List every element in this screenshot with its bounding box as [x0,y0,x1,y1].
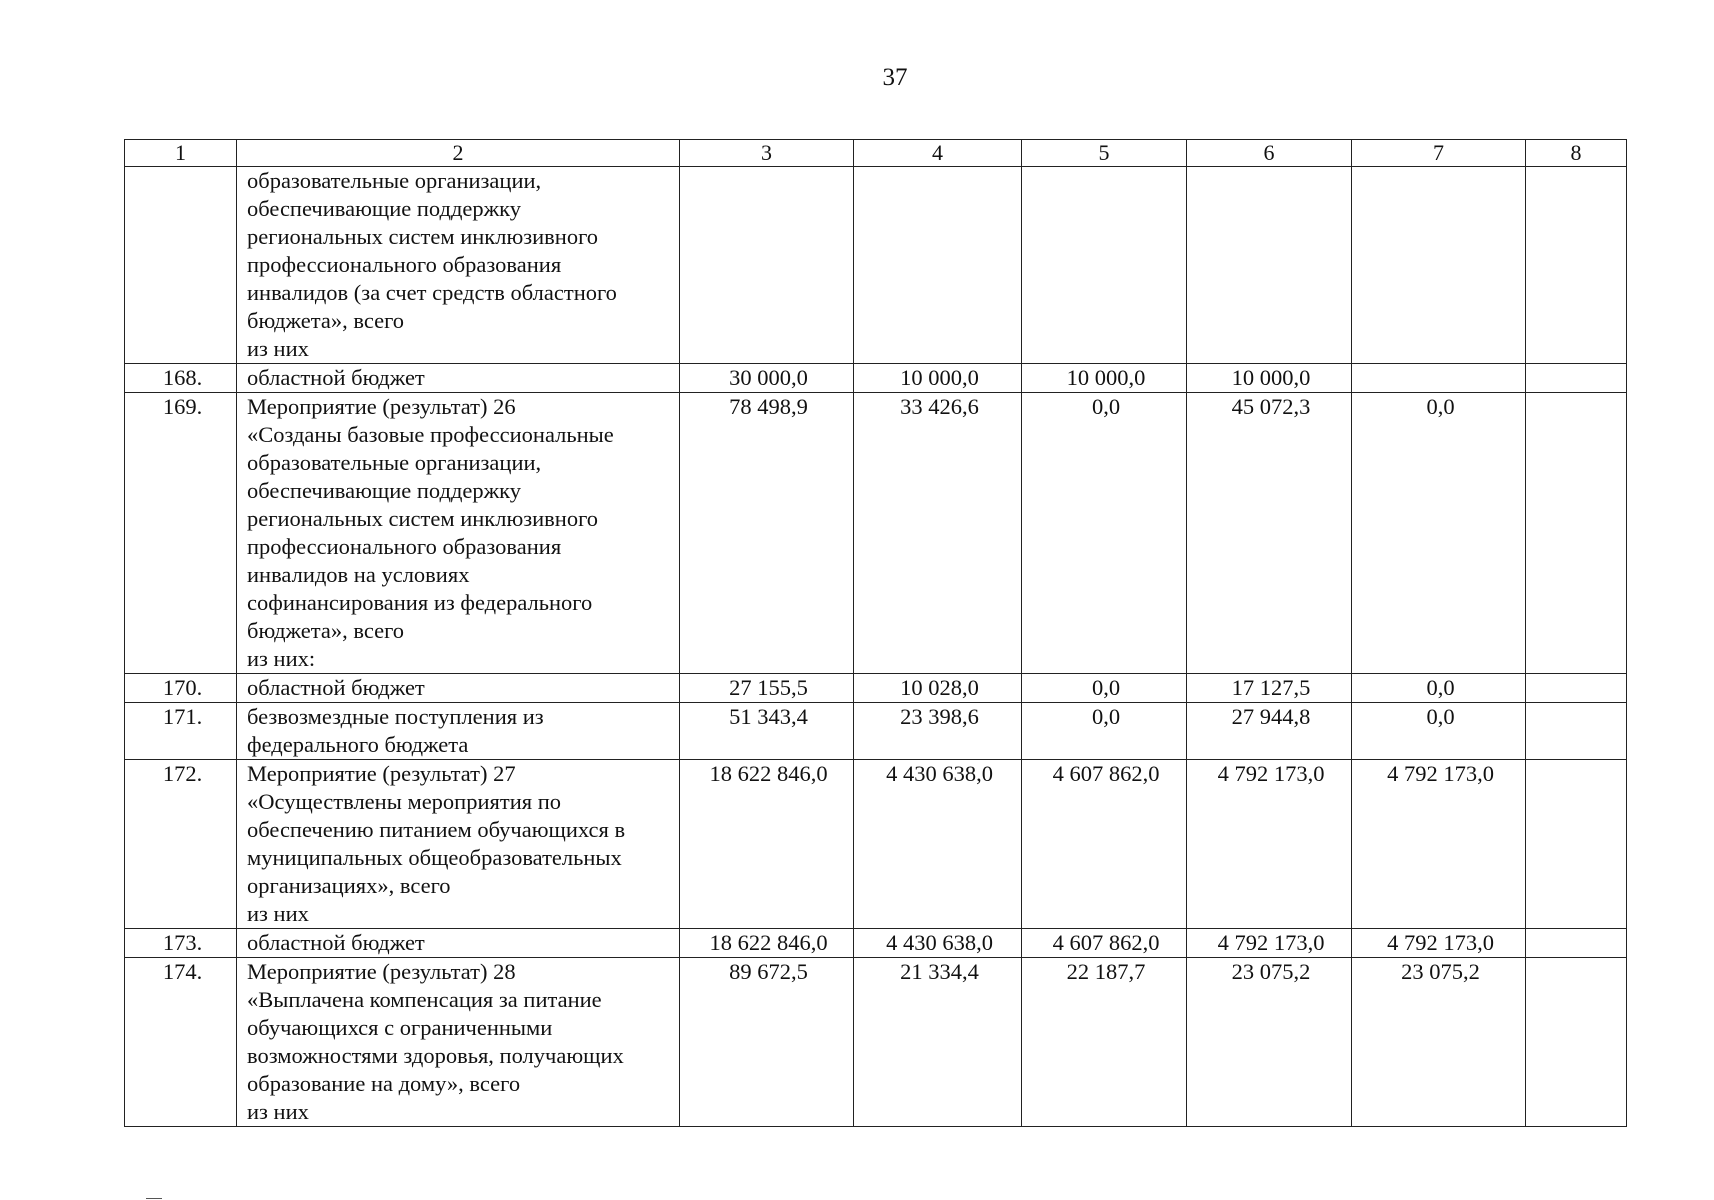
cell-col-5: 10 000,0 [1022,364,1187,393]
cell-col-6: 27 944,8 [1187,703,1352,760]
row-number: 170. [125,674,237,703]
table-row [125,674,1627,703]
header-col-6: 6 [1187,140,1352,167]
cell-col-8 [1526,760,1627,929]
cell-col-8 [1526,958,1627,1127]
row-number: 173. [125,929,237,958]
table-row [125,929,1627,958]
cell-col-6 [1187,167,1352,364]
table-row [125,364,1627,393]
table-body [125,167,1627,1127]
cell-col-7 [1352,167,1526,364]
cell-col-6: 23 075,2 [1187,958,1352,1127]
cell-col-3: 18 622 846,0 [680,929,854,958]
cell-col-3 [680,167,854,364]
cell-col-4: 33 426,6 [854,393,1022,674]
cell-col-6: 4 792 173,0 [1187,929,1352,958]
header-col-2: 2 [237,140,680,167]
row-description: Мероприятие (результат) 28 «Выплачена компенсация за питание обучающихся с ограниченными возможностями здоровья, получающих образование на дому», всего из них [237,958,680,1127]
cell-col-5: 4 607 862,0 [1022,760,1187,929]
cell-col-6: 10 000,0 [1187,364,1352,393]
page-number: 37 [882,64,908,91]
table-row [125,703,1627,760]
cell-col-5: 0,0 [1022,674,1187,703]
row-number: 172. [125,760,237,929]
cell-col-6: 45 072,3 [1187,393,1352,674]
cell-col-7: 23 075,2 [1352,958,1526,1127]
header-col-3: 3 [680,140,854,167]
header-col-5: 5 [1022,140,1187,167]
cell-col-8 [1526,674,1627,703]
cell-col-8 [1526,703,1627,760]
footer-dash [146,1198,162,1199]
cell-col-5: 4 607 862,0 [1022,929,1187,958]
cell-col-3: 51 343,4 [680,703,854,760]
row-description: областной бюджет [237,674,680,703]
row-description: Мероприятие (результат) 26 «Созданы базовые профессиональные образовательные организации, обеспечивающие поддержку региональных систем инклюзивного профессионального образования инвалидов на условиях софинансирования из федерального бюджета», всего из них: [237,393,680,674]
row-description: областной бюджет [237,364,680,393]
table-row [125,958,1627,1127]
header-col-8: 8 [1526,140,1627,167]
cell-col-8 [1526,167,1627,364]
cell-col-7: 0,0 [1352,674,1526,703]
cell-col-5: 22 187,7 [1022,958,1187,1127]
cell-col-4: 4 430 638,0 [854,760,1022,929]
budget-table [124,139,1627,1127]
table-row [125,167,1627,364]
cell-col-5 [1022,167,1187,364]
header-col-7: 7 [1352,140,1526,167]
row-description: образовательные организации, обеспечивающие поддержку региональных систем инклюзивного профессионального образования инвалидов (за счет средств областного бюджета», всего из них [237,167,680,364]
row-description: Мероприятие (результат) 27 «Осуществлены мероприятия по обеспечению питанием обучающихся в муниципальных общеобразовательных организациях», всего из них [237,760,680,929]
cell-col-8 [1526,393,1627,674]
cell-col-7 [1352,364,1526,393]
cell-col-7: 4 792 173,0 [1352,929,1526,958]
cell-col-6: 4 792 173,0 [1187,760,1352,929]
cell-col-7: 4 792 173,0 [1352,760,1526,929]
table-row [125,393,1627,674]
cell-col-6: 17 127,5 [1187,674,1352,703]
cell-col-3: 27 155,5 [680,674,854,703]
cell-col-5: 0,0 [1022,703,1187,760]
cell-col-4: 23 398,6 [854,703,1022,760]
cell-col-4: 21 334,4 [854,958,1022,1127]
cell-col-5: 0,0 [1022,393,1187,674]
row-number [125,167,237,364]
row-number: 171. [125,703,237,760]
cell-col-7: 0,0 [1352,703,1526,760]
cell-col-8 [1526,364,1627,393]
row-number: 168. [125,364,237,393]
header-col-1: 1 [125,140,237,167]
cell-col-4 [854,167,1022,364]
cell-col-3: 89 672,5 [680,958,854,1127]
cell-col-4: 10 028,0 [854,674,1022,703]
row-description: областной бюджет [237,929,680,958]
table-row [125,760,1627,929]
cell-col-3: 30 000,0 [680,364,854,393]
row-number: 174. [125,958,237,1127]
cell-col-8 [1526,929,1627,958]
header-row [125,140,1627,167]
cell-col-3: 78 498,9 [680,393,854,674]
header-col-4: 4 [854,140,1022,167]
cell-col-4: 10 000,0 [854,364,1022,393]
cell-col-4: 4 430 638,0 [854,929,1022,958]
cell-col-3: 18 622 846,0 [680,760,854,929]
cell-col-7: 0,0 [1352,393,1526,674]
row-description: безвозмездные поступления из федерального бюджета [237,703,680,760]
row-number: 169. [125,393,237,674]
